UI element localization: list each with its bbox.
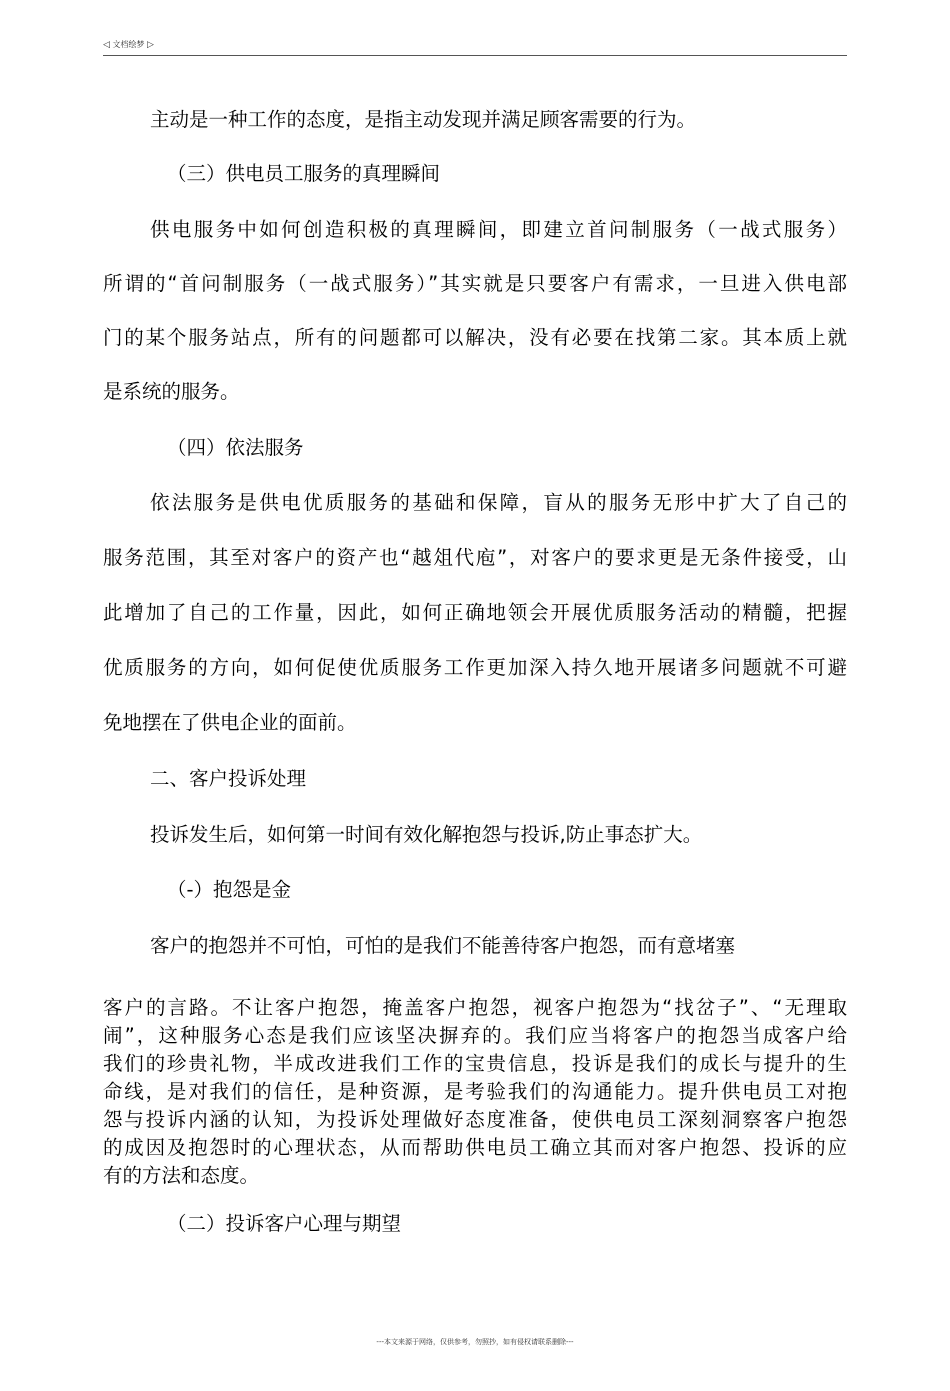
- paragraph-5-line-2: 客户的言路。不让客户抱怨，掩盖客户抱怨，视客户抱怨为“找岔子”、“无理取: [103, 996, 847, 1019]
- right-triangle-icon: ▷: [147, 40, 154, 50]
- paragraph-3-line-4: 优质服务的方向，如何促使优质服务工作更加深入持久地开展诸多问题就不可避: [103, 656, 847, 679]
- page-header: [103, 39, 847, 56]
- section-heading-4: （四）依法服务: [167, 436, 304, 459]
- paragraph-5-body: [103, 994, 847, 1190]
- section-heading-1: （-）抱怨是金: [167, 878, 292, 901]
- paragraph-5-line-7: 的成因及抱怨时的心理状态，从而帮助供电员工确立其而对客户抱怨、投诉的应: [103, 1136, 847, 1159]
- paragraph-2-line-3: 门的某个服务站点，所有的问题都可以解决，没有必要在找第二家。其本质上就: [103, 326, 847, 349]
- paragraph-5-line-6: 怨与投诉内涵的认知，为投诉处理做好态度准备，使供电员工深刻洞察客户抱怨: [103, 1108, 847, 1131]
- paragraph-5-line-3: 闹”，这种服务心态是我们应该坚决摒弃的。我们应当将客户的抱怨当成客户给: [103, 1024, 847, 1047]
- paragraph-4: 投诉发生后，如何第一时间有效化解抱怨与投诉,防止事态扩大。: [150, 823, 703, 846]
- header-title: 文档绘梦: [112, 40, 145, 49]
- paragraph-3-line-1: 依法服务是供电优质服务的基础和保障，盲从的服务无形中扩大了自己的: [150, 491, 847, 514]
- paragraph-3-line-2: 服务范围，其至对客户的资产也“越俎代庖”，对客户的要求更是无条件接受，山: [103, 546, 847, 569]
- paragraph-5-line-8: 有的方法和态度。: [103, 1164, 260, 1187]
- paragraph-1: 主动是一种工作的态度，是指主动发现并满足顾客需要的行为。: [150, 108, 697, 131]
- section-heading-last: （二）投诉客户心理与期望: [167, 1212, 402, 1235]
- paragraph-2-line-2: 所谓的“首问制服务（一战式服务）”其实就是只要客户有需求，一旦进入供电部: [103, 272, 847, 295]
- paragraph-5-line-1: 客户的抱怨并不可怕，可怕的是我们不能善待客户抱怨，而有意堵塞: [150, 934, 736, 957]
- paragraph-5-line-5: 命线，是对我们的信任，是种资源，是考验我们的沟通能力。提升供电员工对抱: [103, 1080, 847, 1103]
- paragraph-3-line-5: 免地摆在了供电企业的面前。: [103, 711, 357, 734]
- page-footer: ---本文来源于网络，仅供参考，勿照抄，如有侵权请联系删除---: [376, 1338, 574, 1346]
- paragraph-2-line-1: 供电服务中如何创造积极的真理瞬间，即建立首问制服务（一战式服务）: [150, 218, 847, 241]
- paragraph-2-line-4: 是系统的服务。: [103, 380, 240, 403]
- section-heading-3: （三）供电员工服务的真理瞬间: [167, 162, 441, 185]
- paragraph-3-line-3: 此增加了自己的工作量，因此，如何正确地领会开展优质服务活动的精髓，把握: [103, 601, 847, 624]
- left-triangle-icon: ◁: [103, 40, 110, 50]
- section-heading-2: 二、客户投诉处理: [150, 767, 307, 790]
- paragraph-5-line-4: 我们的珍贵礼物，半成改进我们工作的宝贵信息，投诉是我们的成长与提升的生: [103, 1052, 847, 1075]
